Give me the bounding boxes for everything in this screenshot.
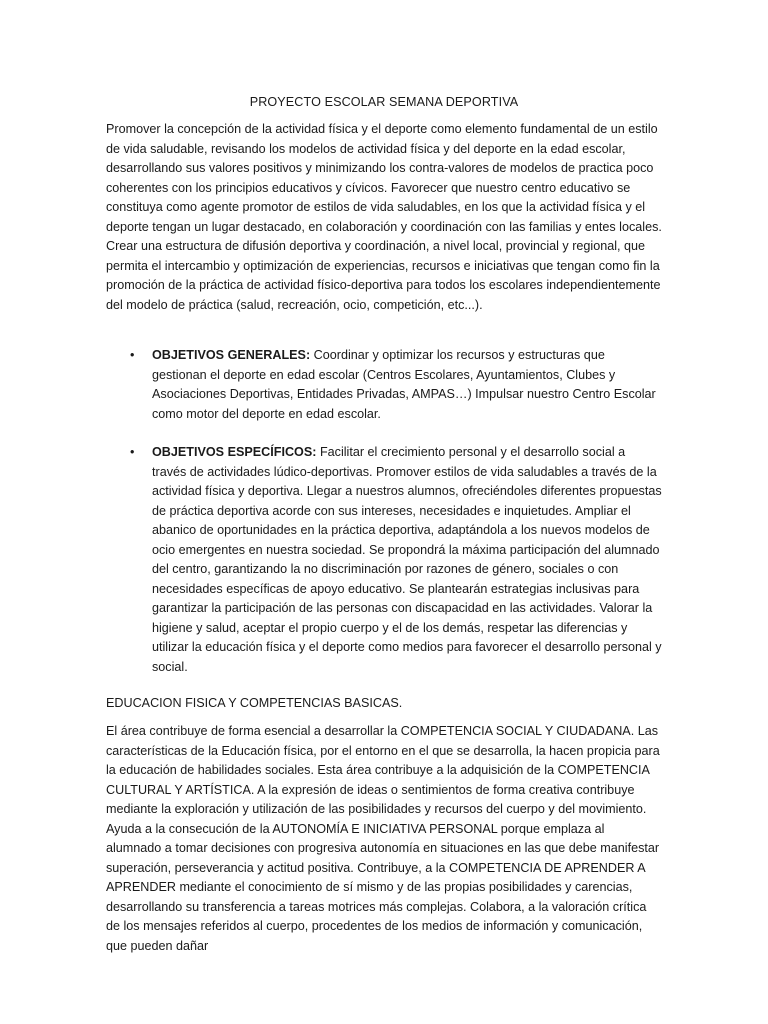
list-item-objetivos-especificos	[106, 443, 662, 677]
document-title: PROYECTO ESCOLAR SEMANA DEPORTIVA	[249, 95, 519, 109]
bullet-icon: •	[130, 348, 135, 362]
section-body-paragraph: El área contribuye de forma esencial a desarrollar la COMPETENCIA SOCIAL Y CIUDADANA. Las características de la Educación física, por el entorno en el que se desarrolla, la hacen propicia para la educación de habilidades sociales. Esta área contribuye a la adquisición de la COMPETENCIA CULTURAL Y ARTÍSTICA. A la expresión de ideas o sentimientos de forma creativa contribuye mediante la exploración y utilización de las posibilidades y recursos del cuerpo y del movimiento. Ayuda a la consecución de la AUTONOMÍA E INICIATIVA PERSONAL porque emplaza al alumnado a tomar decisiones con progresiva autonomía en situaciones en las que debe manifestar superación, perseverancia y actitud positiva. Contribuye, a la COMPETENCIA DE APRENDER A APRENDER mediante el conocimiento de sí mismo y de las propias posibilidades y carencias, desarrollando su transferencia a tareas motrices más complejas. Colabora, a la valoración crítica de los mensajes referidos al cuerpo, procedentes de los medios de información y comunicación, que pueden dañar	[106, 724, 660, 953]
intro-paragraph: Promover la concepción de la actividad física y el deporte como elemento fundamental de un estilo de vida saludable, revisando los modelos de actividad física y del deporte en la edad escolar, desarrollando sus valores positivos y minimizando los contra-valores de modelos de practica poco coherentes con los principios educativos y cívicos. Favorecer que nuestro centro educativo se constituya como agente promotor de estilos de vida saludables, en los que la actividad física y el deporte tengan un lugar destacado, en colaboración y coordinación con las familias y entes locales. Crear una estructura de difusión deportiva y coordinación, a nivel local, provincial y regional, que permita el intercambio y optimización de experiencias, recursos e iniciativas que tengan como fin la promoción de la práctica de actividad físico-deportiva para todos los escolares independientemente del modelo de práctica (salud, recreación, ocio, competición, etc...).	[106, 122, 662, 312]
objective-text: Facilitar el crecimiento personal y el desarrollo social a través de actividades lúdico-deportivas. Promover estilos de vida saludables a través de la actividad física y deportiva. Llegar a nuestros alumnos, ofreciéndoles diferentes propuestas de práctica deportiva acorde con sus intereses, necesidades e inquietudes. Ampliar el abanico de oportunidades en la práctica deportiva, adaptándola a los nuevos modelos de ocio emergentes en nuestra sociedad. Se propondrá la máxima participación del alumnado del centro, garantizando la no discriminación por razones de género, sociales o con necesidades específicas de apoyo educativo. Se plantearán estrategias inclusivas para garantizar la participación de las personas con discapacidad en las actividades. Valorar la higiene y salud, aceptar el propio cuerpo y el de los demás, respetar las diferencias y utilizar la educación física y el deporte como medios para favorecer el desarrollo personal y social.	[152, 445, 662, 674]
objective-text: Coordinar y optimizar los recursos y estructuras que gestionan el deporte en edad escolar (Centros Escolares, Ayuntamientos, Clubes y Asociaciones Deportivas, Entidades Privadas, AMPAS…) Impulsar nuestro Centro Escolar como motor del deporte en edad escolar.	[152, 348, 656, 421]
section-heading: EDUCACION FISICA Y COMPETENCIAS BASICAS.	[106, 696, 403, 710]
bullet-icon: •	[130, 445, 135, 459]
objective-heading: OBJETIVOS ESPECÍFICOS:	[152, 445, 317, 459]
objectives-list	[106, 346, 662, 677]
list-item-objetivos-generales	[106, 346, 662, 424]
objective-heading: OBJETIVOS GENERALES:	[152, 348, 311, 362]
